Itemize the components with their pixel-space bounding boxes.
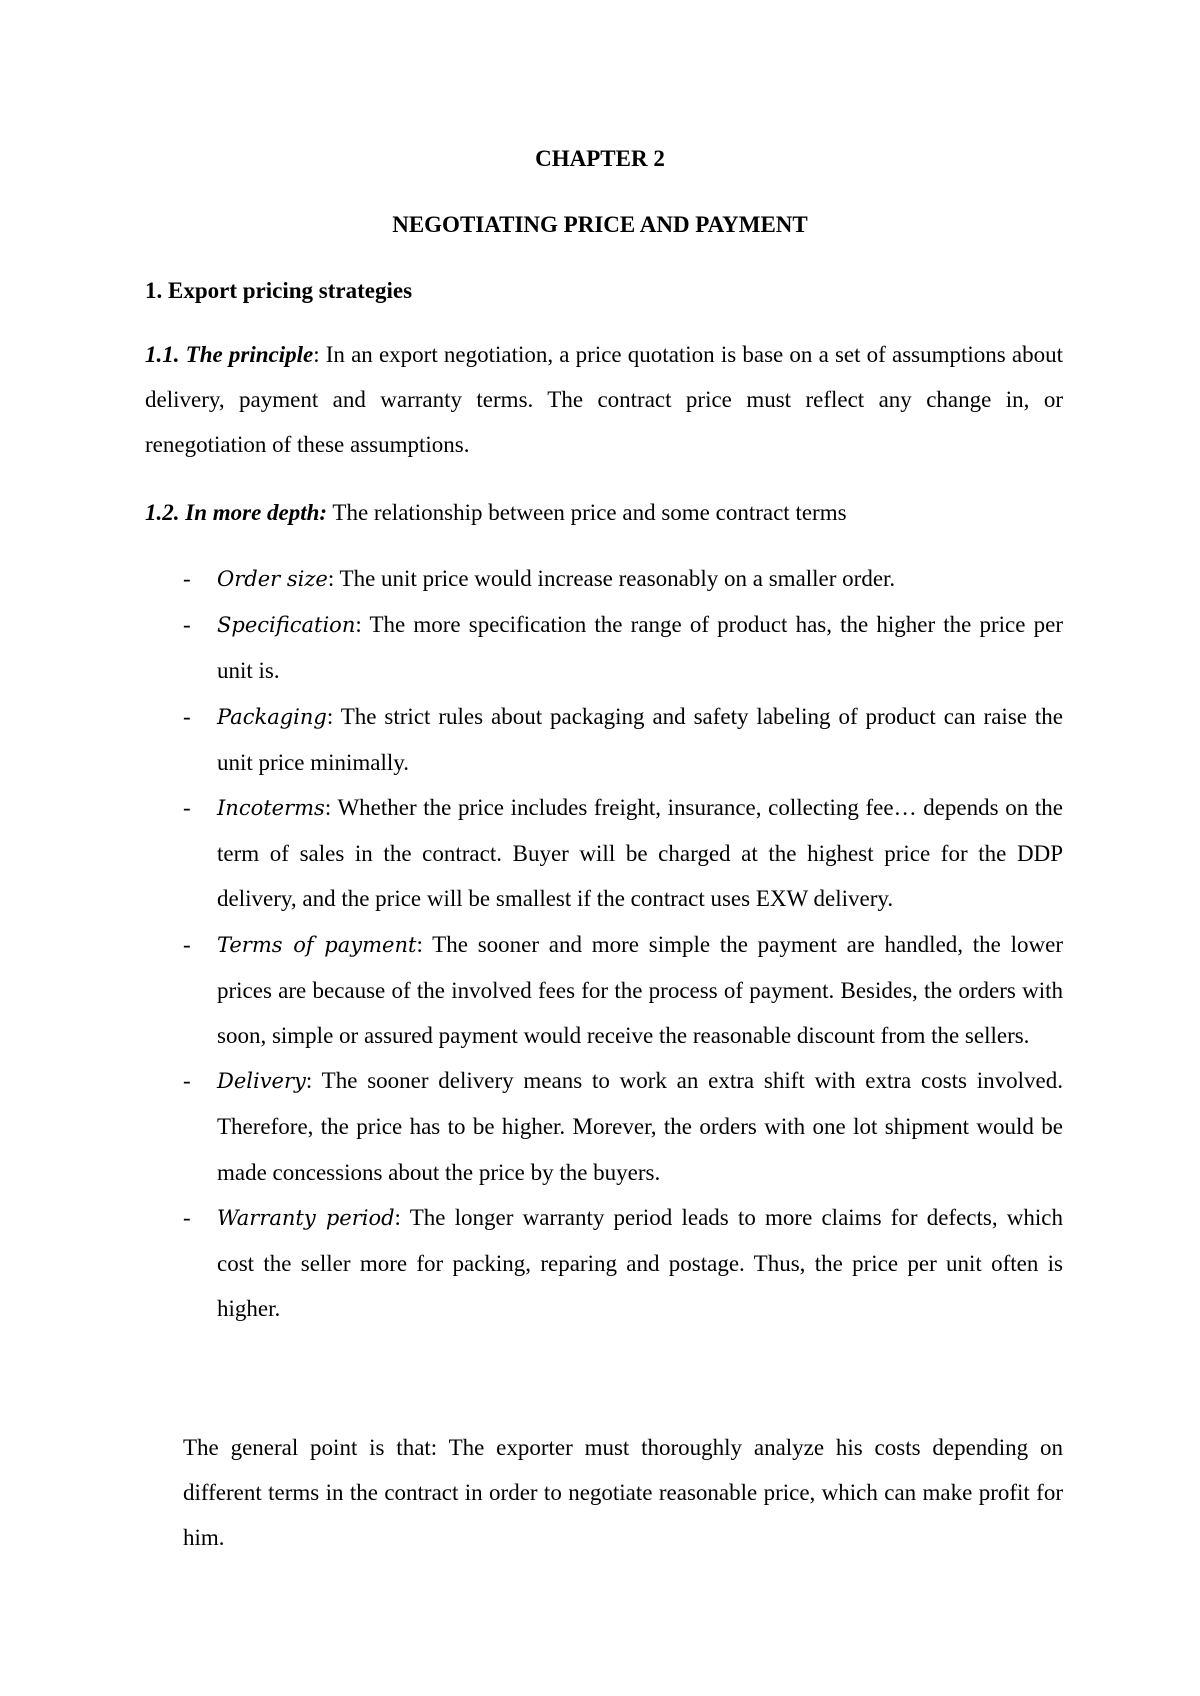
depth-label: 1.2. In more depth: xyxy=(145,500,328,525)
bullet-dash: - xyxy=(183,1068,191,1094)
bullet-dash: - xyxy=(183,795,191,821)
list-item-delivery xyxy=(175,1058,1063,1195)
bullet-dash: - xyxy=(183,566,191,591)
term-name: Warranty period xyxy=(217,1205,395,1230)
list-item-order-size xyxy=(175,556,1063,602)
principle-label: 1.1. The principle xyxy=(145,342,314,367)
principle-paragraph xyxy=(145,332,1063,467)
term-name: Packaging xyxy=(217,704,327,729)
term-name: Order size xyxy=(217,567,328,591)
term-text: : The more specification the range of product has, the higher the price per unit is. xyxy=(217,612,1063,684)
term-name: Specification xyxy=(217,613,356,638)
bullet-dash: - xyxy=(183,703,191,729)
contract-terms-list xyxy=(175,556,1063,1331)
depth-text: The relationship between price and some contract terms xyxy=(327,500,847,525)
term-name: Delivery xyxy=(217,1069,306,1094)
list-item-terms-of-payment xyxy=(175,922,1063,1059)
term-name: Incoterms xyxy=(217,796,325,821)
term-text: : Whether the price includes freight, insurance, collecting fee… depends on the term of sales in the contract. Buyer will be charged at the highest price for the DDP delivery, and the price will be smallest if the contract uses EXW delivery. xyxy=(217,795,1063,912)
term-text: : The sooner delivery means to work an extra shift with extra costs involved. Therefore, the price has to be higher. Morever, the orders with one lot shipment would be made concessions about the price by the buyers. xyxy=(217,1068,1063,1185)
section-heading: 1. Export pricing strategies xyxy=(145,278,413,303)
chapter-title: CHAPTER 2 xyxy=(535,146,665,171)
principle-separator: : xyxy=(313,342,320,367)
depth-paragraph xyxy=(145,490,1063,535)
term-text: : The unit price would increase reasonably on a smaller order. xyxy=(327,566,896,591)
bullet-dash: - xyxy=(183,931,191,957)
principle-text: In an export negotiation, a price quotation is base on a set of assumptions about delivery, payment and warranty terms. The contract price must reflect any change in, or renegotiation of these assumptions. xyxy=(145,342,1063,457)
term-text: : The longer warranty period leads to more claims for defects, which cost the seller more for packing, reparing and postage. Thus, the price per unit often is higher. xyxy=(217,1204,1063,1322)
term-text: : The sooner and more simple the payment are handled, the lower prices are because of the involved fees for the process of payment. Besides, the orders with soon, simple or assured payment would receive the reasonable discount from the sellers. xyxy=(217,931,1063,1049)
bullet-dash: - xyxy=(183,612,191,638)
bullet-dash: - xyxy=(183,1204,191,1230)
term-name: Terms of payment xyxy=(217,932,417,957)
document-title: NEGOTIATING PRICE AND PAYMENT xyxy=(392,212,808,237)
term-text: : The strict rules about packaging and safety labeling of product can raise the unit price minimally. xyxy=(217,703,1063,775)
list-item-packaging xyxy=(175,694,1063,785)
list-item-specification xyxy=(175,602,1063,693)
list-item-incoterms xyxy=(175,785,1063,922)
list-item-warranty-period xyxy=(175,1195,1063,1332)
conclusion-paragraph: The general point is that: The exporter must thoroughly analyze his costs depending on different terms in the contract in order to negotiate reasonable price, which can make profit for him. xyxy=(183,1435,1063,1550)
